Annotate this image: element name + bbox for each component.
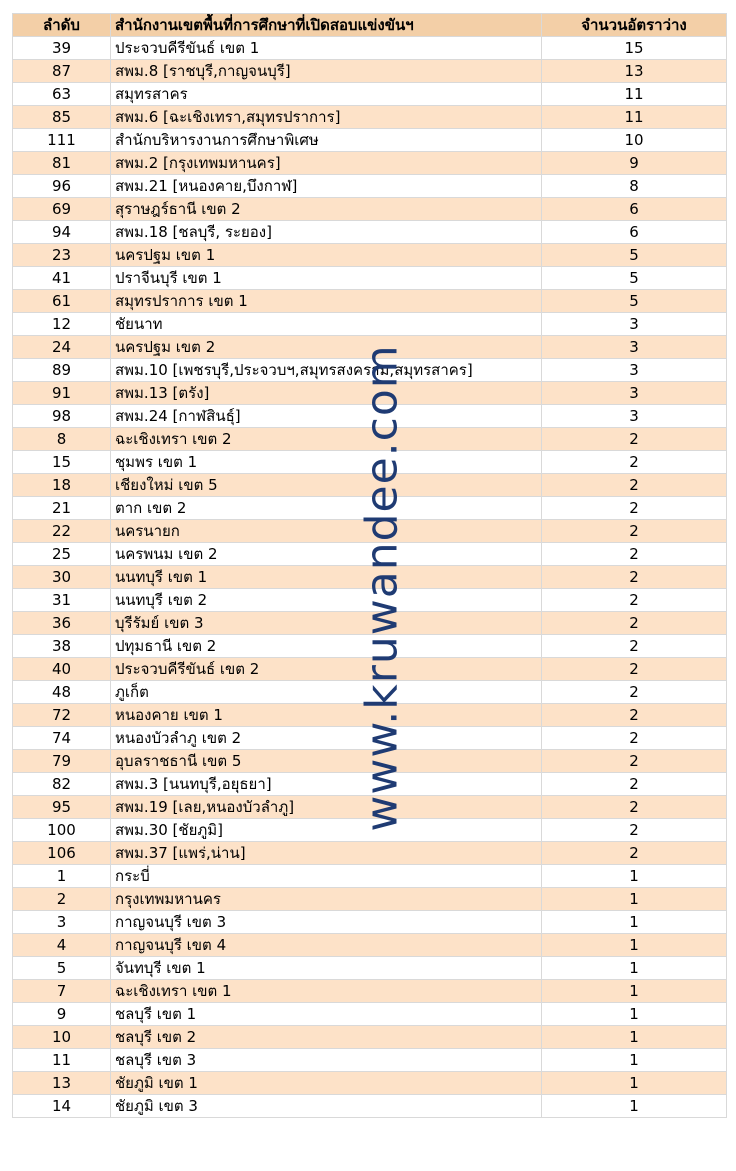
cell-area-office: นครปฐม เขต 1 <box>111 244 542 267</box>
cell-order: 100 <box>13 819 111 842</box>
cell-area-office: สพม.13 [ตรัง] <box>111 382 542 405</box>
watermark-text: www.kruwandee.com <box>356 344 408 832</box>
table-row <box>13 359 727 382</box>
cell-vacancy-count: 2 <box>542 635 727 658</box>
cell-area-office: หนองคาย เขต 1 <box>111 704 542 727</box>
table-row <box>13 474 727 497</box>
cell-vacancy-count: 2 <box>542 497 727 520</box>
table-row <box>13 658 727 681</box>
cell-area-office: สำนักบริหารงานการศึกษาพิเศษ <box>111 129 542 152</box>
cell-order: 91 <box>13 382 111 405</box>
cell-order: 15 <box>13 451 111 474</box>
cell-order: 24 <box>13 336 111 359</box>
cell-vacancy-count: 8 <box>542 175 727 198</box>
cell-area-office: หนองบัวลำภู เขต 2 <box>111 727 542 750</box>
cell-vacancy-count: 2 <box>542 727 727 750</box>
cell-vacancy-count: 2 <box>542 566 727 589</box>
cell-vacancy-count: 1 <box>542 865 727 888</box>
table-row <box>13 244 727 267</box>
cell-order: 82 <box>13 773 111 796</box>
cell-order: 3 <box>13 911 111 934</box>
cell-order: 1 <box>13 865 111 888</box>
cell-vacancy-count: 15 <box>542 37 727 60</box>
cell-vacancy-count: 1 <box>542 1095 727 1118</box>
cell-area-office: อุบลราชธานี เขต 5 <box>111 750 542 773</box>
table-row <box>13 152 727 175</box>
table-row <box>13 520 727 543</box>
cell-vacancy-count: 1 <box>542 911 727 934</box>
cell-area-office: สพม.10 [เพชรบุรี,ประจวบฯ,สมุทรสงคราม,สมุทรสาคร] <box>111 359 542 382</box>
table-row <box>13 60 727 83</box>
cell-vacancy-count: 2 <box>542 773 727 796</box>
table-row <box>13 405 727 428</box>
table-row <box>13 1026 727 1049</box>
cell-vacancy-count: 2 <box>542 681 727 704</box>
cell-area-office: ชลบุรี เขต 2 <box>111 1026 542 1049</box>
cell-order: 89 <box>13 359 111 382</box>
table-row <box>13 83 727 106</box>
cell-area-office: สพม.19 [เลย,หนองบัวลำภู] <box>111 796 542 819</box>
cell-order: 87 <box>13 60 111 83</box>
cell-vacancy-count: 5 <box>542 267 727 290</box>
cell-vacancy-count: 1 <box>542 1072 727 1095</box>
table-row <box>13 543 727 566</box>
cell-vacancy-count: 6 <box>542 221 727 244</box>
cell-order: 30 <box>13 566 111 589</box>
cell-order: 85 <box>13 106 111 129</box>
cell-area-office: สพม.6 [ฉะเชิงเทรา,สมุทรปราการ] <box>111 106 542 129</box>
cell-vacancy-count: 1 <box>542 1003 727 1026</box>
cell-order: 11 <box>13 1049 111 1072</box>
cell-vacancy-count: 2 <box>542 543 727 566</box>
table-row <box>13 635 727 658</box>
cell-area-office: สมุทรสาคร <box>111 83 542 106</box>
table-row <box>13 1072 727 1095</box>
table-row <box>13 37 727 60</box>
cell-vacancy-count: 2 <box>542 451 727 474</box>
table-row <box>13 773 727 796</box>
cell-order: 41 <box>13 267 111 290</box>
table-row <box>13 957 727 980</box>
cell-order: 22 <box>13 520 111 543</box>
cell-vacancy-count: 1 <box>542 957 727 980</box>
cell-order: 96 <box>13 175 111 198</box>
cell-area-office: กาญจนบุรี เขต 4 <box>111 934 542 957</box>
cell-area-office: สพม.2 [กรุงเทพมหานคร] <box>111 152 542 175</box>
cell-area-office: นนทบุรี เขต 2 <box>111 589 542 612</box>
cell-vacancy-count: 1 <box>542 1026 727 1049</box>
cell-order: 13 <box>13 1072 111 1095</box>
cell-vacancy-count: 10 <box>542 129 727 152</box>
cell-area-office: ประจวบคีรีขันธ์ เขต 2 <box>111 658 542 681</box>
cell-order: 21 <box>13 497 111 520</box>
cell-order: 79 <box>13 750 111 773</box>
table-row <box>13 106 727 129</box>
table-row <box>13 934 727 957</box>
cell-area-office: สพม.24 [กาฬสินธุ์] <box>111 405 542 428</box>
cell-area-office: ปทุมธานี เขต 2 <box>111 635 542 658</box>
cell-order: 4 <box>13 934 111 957</box>
table-body <box>13 37 727 1118</box>
cell-area-office: สพม.18 [ชลบุรี, ระยอง] <box>111 221 542 244</box>
cell-order: 7 <box>13 980 111 1003</box>
table-row <box>13 796 727 819</box>
cell-area-office: นนทบุรี เขต 1 <box>111 566 542 589</box>
cell-order: 18 <box>13 474 111 497</box>
cell-vacancy-count: 2 <box>542 589 727 612</box>
cell-vacancy-count: 6 <box>542 198 727 221</box>
table-row <box>13 819 727 842</box>
cell-vacancy-count: 3 <box>542 359 727 382</box>
table-row <box>13 980 727 1003</box>
cell-vacancy-count: 2 <box>542 612 727 635</box>
cell-order: 94 <box>13 221 111 244</box>
cell-order: 81 <box>13 152 111 175</box>
table-row <box>13 1095 727 1118</box>
table-row <box>13 1049 727 1072</box>
cell-order: 74 <box>13 727 111 750</box>
cell-area-office: สพม.30 [ชัยภูมิ] <box>111 819 542 842</box>
cell-order: 38 <box>13 635 111 658</box>
cell-vacancy-count: 5 <box>542 244 727 267</box>
cell-area-office: ชุมพร เขต 1 <box>111 451 542 474</box>
cell-vacancy-count: 2 <box>542 704 727 727</box>
cell-order: 9 <box>13 1003 111 1026</box>
header-vacancy-count: จำนวนอัตราว่าง <box>542 14 727 37</box>
cell-vacancy-count: 13 <box>542 60 727 83</box>
cell-area-office: นครนายก <box>111 520 542 543</box>
cell-order: 25 <box>13 543 111 566</box>
cell-vacancy-count: 11 <box>542 83 727 106</box>
cell-area-office: ชลบุรี เขต 3 <box>111 1049 542 1072</box>
table-row <box>13 382 727 405</box>
table-row <box>13 497 727 520</box>
cell-order: 61 <box>13 290 111 313</box>
cell-vacancy-count: 2 <box>542 819 727 842</box>
cell-vacancy-count: 3 <box>542 382 727 405</box>
table-row <box>13 428 727 451</box>
cell-vacancy-count: 1 <box>542 934 727 957</box>
cell-order: 14 <box>13 1095 111 1118</box>
table-row <box>13 313 727 336</box>
cell-order: 39 <box>13 37 111 60</box>
cell-area-office: เชียงใหม่ เขต 5 <box>111 474 542 497</box>
table-row <box>13 336 727 359</box>
table-row <box>13 704 727 727</box>
table-row <box>13 221 727 244</box>
cell-area-office: สพม.21 [หนองคาย,บึงกาฬ] <box>111 175 542 198</box>
cell-vacancy-count: 2 <box>542 428 727 451</box>
cell-order: 2 <box>13 888 111 911</box>
cell-vacancy-count: 5 <box>542 290 727 313</box>
table-row <box>13 612 727 635</box>
cell-order: 106 <box>13 842 111 865</box>
cell-area-office: จันทบุรี เขต 1 <box>111 957 542 980</box>
vacancy-table <box>12 13 727 1118</box>
cell-vacancy-count: 2 <box>542 658 727 681</box>
cell-vacancy-count: 3 <box>542 313 727 336</box>
cell-order: 111 <box>13 129 111 152</box>
table-row <box>13 589 727 612</box>
cell-area-office: กาญจนบุรี เขต 3 <box>111 911 542 934</box>
cell-area-office: ภูเก็ต <box>111 681 542 704</box>
table-row <box>13 566 727 589</box>
cell-area-office: ชลบุรี เขต 1 <box>111 1003 542 1026</box>
cell-area-office: บุรีรัมย์ เขต 3 <box>111 612 542 635</box>
header-order: ลำดับ <box>13 14 111 37</box>
cell-vacancy-count: 3 <box>542 336 727 359</box>
cell-order: 23 <box>13 244 111 267</box>
cell-vacancy-count: 3 <box>542 405 727 428</box>
table-row <box>13 451 727 474</box>
cell-vacancy-count: 1 <box>542 980 727 1003</box>
table-row <box>13 865 727 888</box>
cell-order: 95 <box>13 796 111 819</box>
cell-vacancy-count: 2 <box>542 796 727 819</box>
cell-area-office: กระบี่ <box>111 865 542 888</box>
cell-vacancy-count: 11 <box>542 106 727 129</box>
table-row <box>13 681 727 704</box>
cell-area-office: กรุงเทพมหานคร <box>111 888 542 911</box>
cell-vacancy-count: 2 <box>542 520 727 543</box>
cell-area-office: ชัยภูมิ เขต 1 <box>111 1072 542 1095</box>
cell-area-office: ชัยนาท <box>111 313 542 336</box>
cell-vacancy-count: 2 <box>542 842 727 865</box>
cell-area-office: นครปฐม เขต 2 <box>111 336 542 359</box>
cell-area-office: สพม.8 [ราชบุรี,กาญจนบุรี] <box>111 60 542 83</box>
table-row <box>13 888 727 911</box>
cell-order: 48 <box>13 681 111 704</box>
table-row <box>13 750 727 773</box>
cell-order: 5 <box>13 957 111 980</box>
vacancy-table-container <box>12 13 726 1118</box>
cell-area-office: ตาก เขต 2 <box>111 497 542 520</box>
table-row <box>13 911 727 934</box>
table-row <box>13 842 727 865</box>
table-row <box>13 727 727 750</box>
table-row <box>13 267 727 290</box>
cell-order: 72 <box>13 704 111 727</box>
cell-area-office: ฉะเชิงเทรา เขต 2 <box>111 428 542 451</box>
header-area-office: สำนักงานเขตพื้นที่การศึกษาที่เปิดสอบแข่งขันฯ <box>111 14 542 37</box>
cell-order: 8 <box>13 428 111 451</box>
cell-area-office: ฉะเชิงเทรา เขต 1 <box>111 980 542 1003</box>
cell-order: 12 <box>13 313 111 336</box>
cell-area-office: สพม.3 [นนทบุรี,อยุธยา] <box>111 773 542 796</box>
table-header-row <box>13 14 727 37</box>
cell-vacancy-count: 2 <box>542 750 727 773</box>
cell-area-office: สุราษฎร์ธานี เขต 2 <box>111 198 542 221</box>
cell-area-office: ปราจีนบุรี เขต 1 <box>111 267 542 290</box>
cell-area-office: สพม.37 [แพร่,น่าน] <box>111 842 542 865</box>
cell-area-office: นครพนม เขต 2 <box>111 543 542 566</box>
cell-area-office: สมุทรปราการ เขต 1 <box>111 290 542 313</box>
cell-order: 36 <box>13 612 111 635</box>
cell-vacancy-count: 2 <box>542 474 727 497</box>
cell-area-office: ชัยภูมิ เขต 3 <box>111 1095 542 1118</box>
cell-order: 69 <box>13 198 111 221</box>
cell-vacancy-count: 9 <box>542 152 727 175</box>
cell-area-office: ประจวบคีรีขันธ์ เขต 1 <box>111 37 542 60</box>
cell-order: 31 <box>13 589 111 612</box>
table-row <box>13 198 727 221</box>
table-row <box>13 290 727 313</box>
cell-order: 10 <box>13 1026 111 1049</box>
cell-order: 63 <box>13 83 111 106</box>
table-row <box>13 1003 727 1026</box>
cell-vacancy-count: 1 <box>542 1049 727 1072</box>
cell-vacancy-count: 1 <box>542 888 727 911</box>
table-row <box>13 129 727 152</box>
table-row <box>13 175 727 198</box>
cell-order: 98 <box>13 405 111 428</box>
cell-order: 40 <box>13 658 111 681</box>
